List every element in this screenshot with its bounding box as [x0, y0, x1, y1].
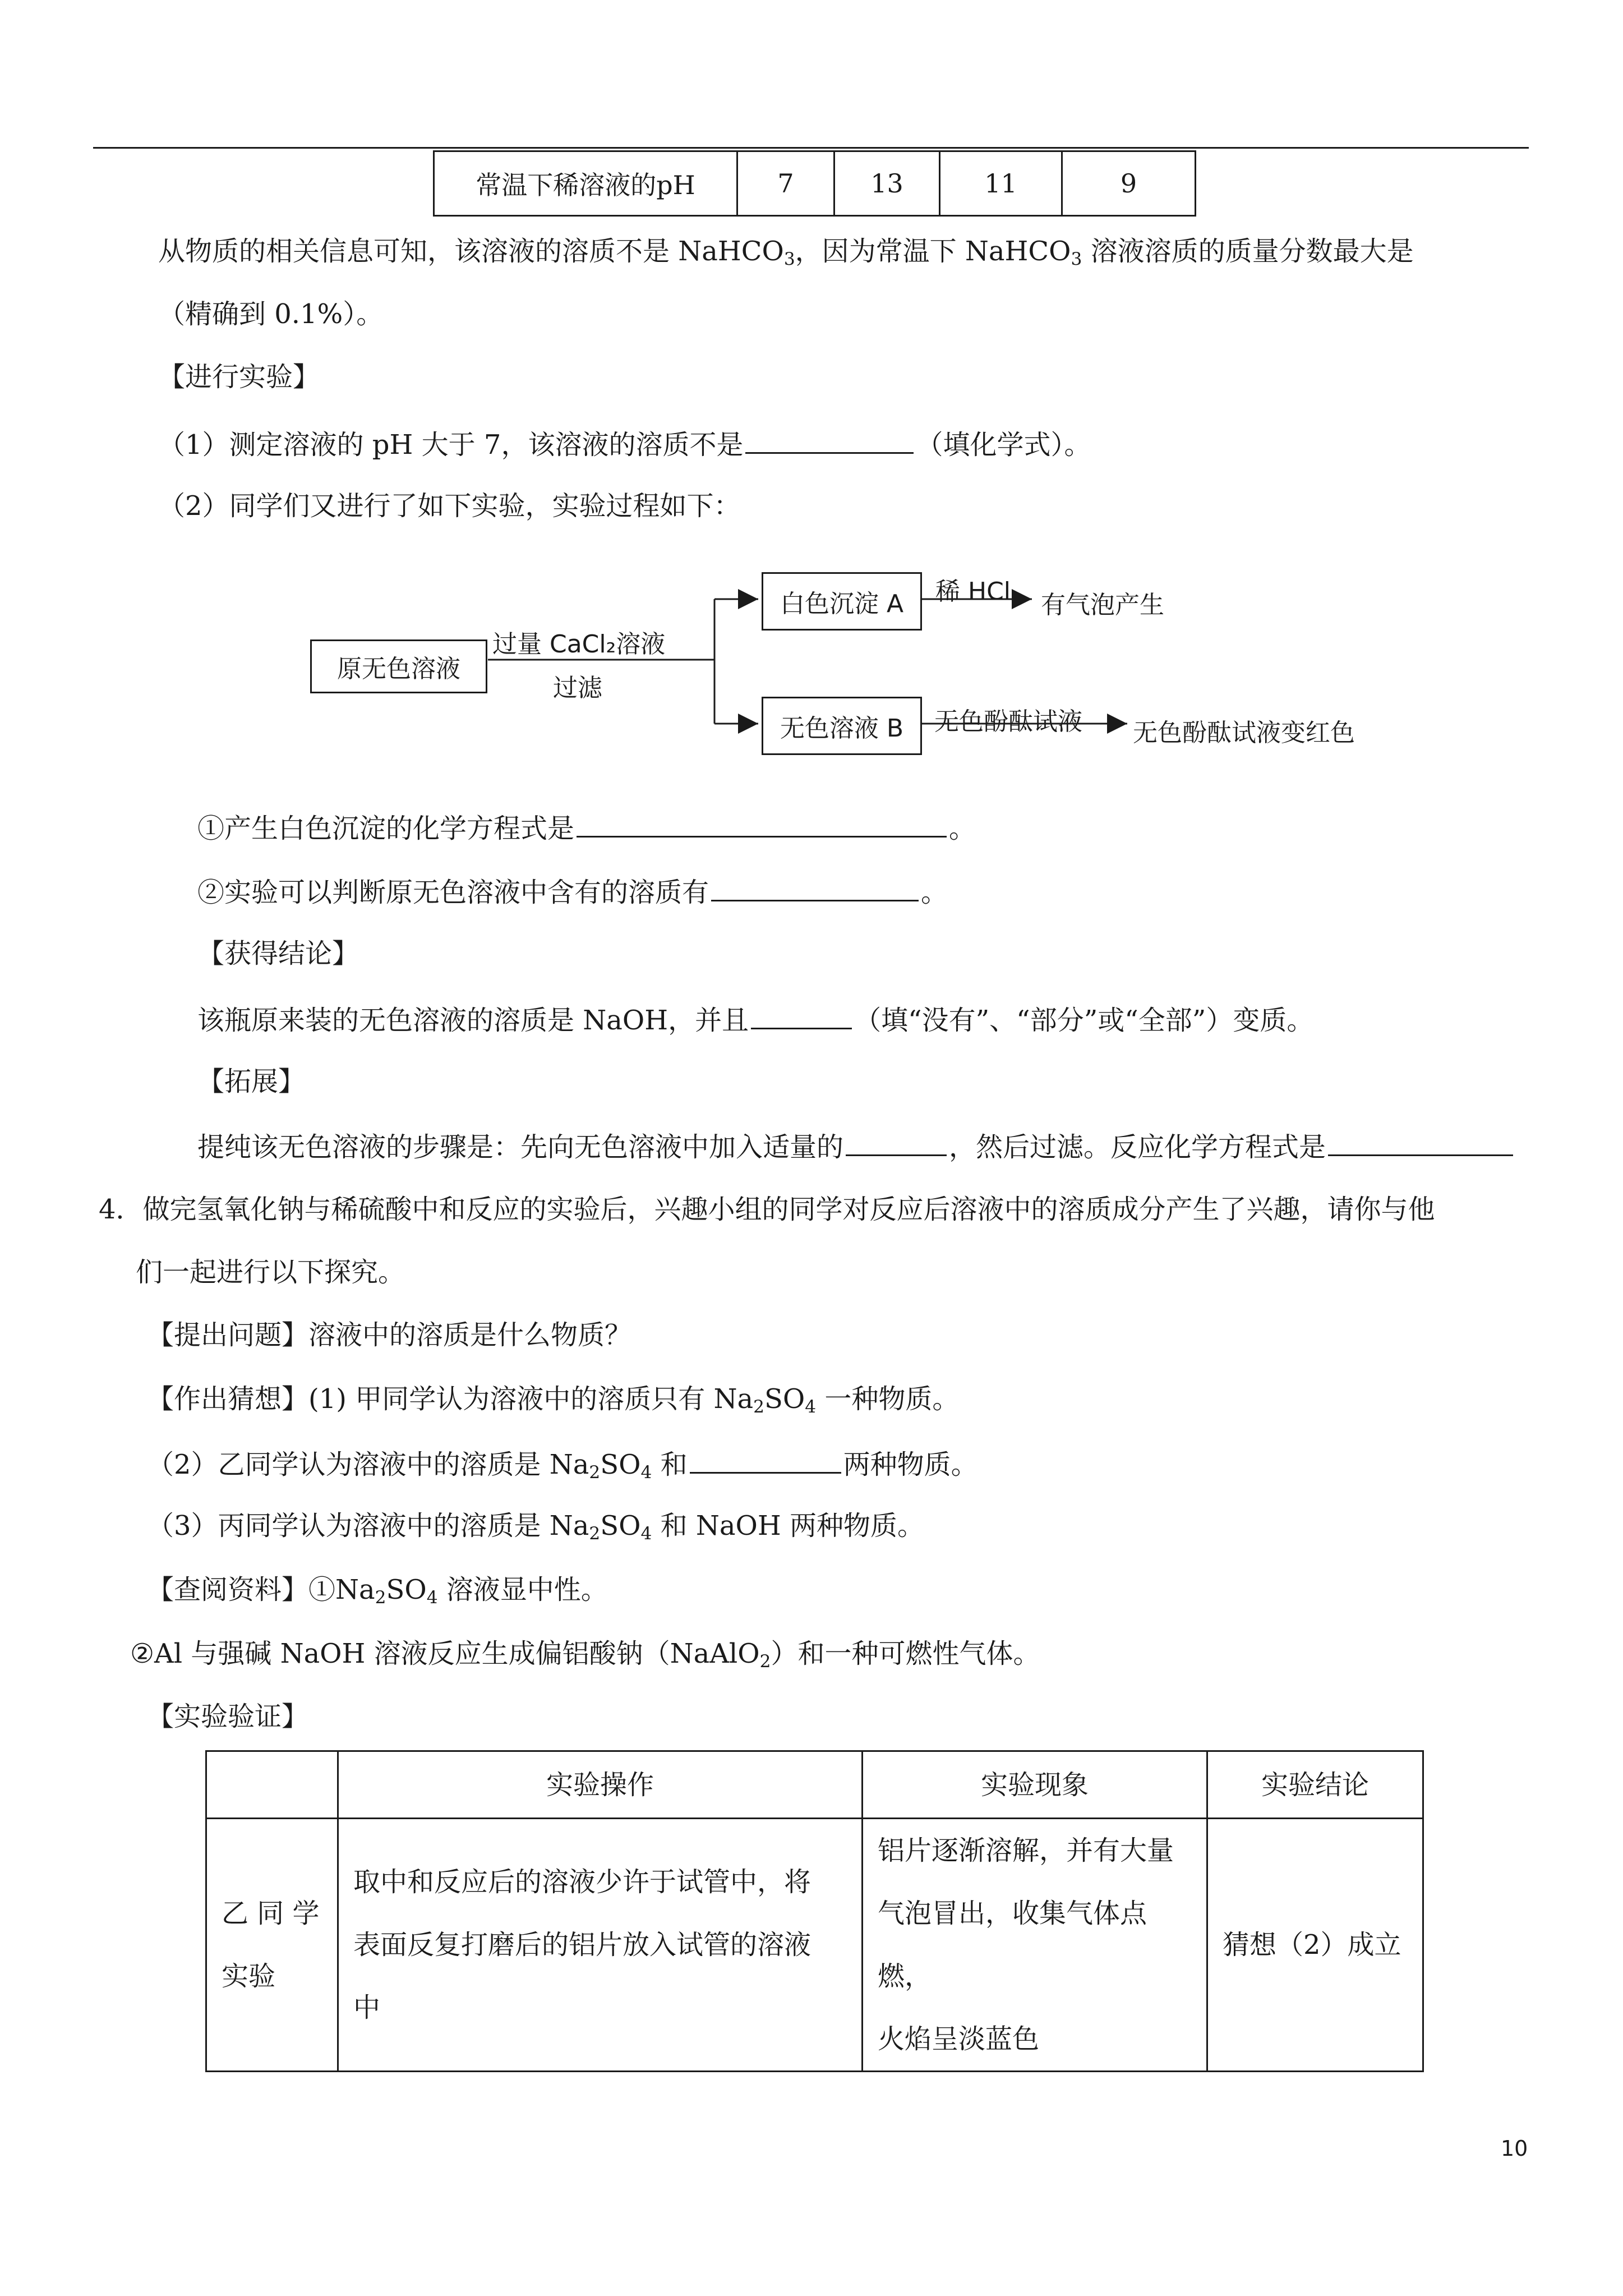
- answer-blank[interactable]: [577, 809, 947, 838]
- table-row-label: 乙 同 学 实验: [206, 1819, 338, 2072]
- result-b: 无色酚酞试液变红色: [1133, 719, 1355, 747]
- text-line: （3）丙同学认为溶液中的溶质是 $Na_2SO_4$ 和 NaOH 两种物质。: [147, 1510, 924, 1544]
- experiment-table: [205, 1750, 1424, 2072]
- text-line: 【查阅资料】$①Na_2SO_4$ 溶液显中性。: [147, 1574, 608, 1608]
- text-line: 【作出猜想】(1) 甲同学认为溶液中的溶质只有 $Na_2SO_4$ 一种物质。: [147, 1383, 960, 1417]
- table-header: 实验结论: [1207, 1751, 1423, 1819]
- filter-label: 过滤: [553, 674, 602, 702]
- answer-blank[interactable]: [745, 425, 914, 454]
- ph-table-label: 常温下稀溶液的pH: [434, 151, 737, 216]
- operation-cell: 取中和反应后的溶液少许于试管中，将 表面反复打磨后的铝片放入试管的溶液 中: [338, 1819, 863, 2072]
- text-line: ②实验可以判断原无色溶液中含有的溶质有 。: [197, 873, 948, 909]
- answer-blank[interactable]: [751, 1001, 852, 1029]
- section-heading: 【实验验证】: [147, 1701, 309, 1732]
- ph-value: 11: [940, 151, 1062, 216]
- table-header: 实验现象: [863, 1751, 1207, 1819]
- text-line: 【提出问题】溶液中的溶质是什么物质？: [147, 1319, 632, 1351]
- text-line: 从物质的相关信息可知，该溶液的溶质不是 NaHCO$_3$，因为常温下 NaHCO$_3$ 溶液溶质的质量分数最大是: [158, 236, 1414, 269]
- answer-blank[interactable]: [711, 873, 919, 901]
- text-line: （精确到 0.1%）。: [158, 298, 384, 330]
- phenomenon-cell: 铝片逐渐溶解，并有大量 气泡冒出，收集气体点燃， 火焰呈淡蓝色: [863, 1819, 1207, 2072]
- text-line: 4．做完氢氧化钠与稀硫酸中和反应的实验后，兴趣小组的同学对反应后溶液中的溶质成分产生了兴趣，请你与他: [99, 1194, 1435, 1225]
- phenolphthalein-label: 无色酚酞试液: [934, 707, 1082, 736]
- table-header: [206, 1751, 338, 1819]
- ph-table: [433, 150, 1196, 217]
- ph-value: 9: [1062, 151, 1196, 216]
- table-header: 实验操作: [338, 1751, 863, 1819]
- hcl-label: 稀 HCl: [935, 577, 1011, 606]
- section-heading: 【获得结论】: [197, 938, 359, 969]
- answer-blank[interactable]: [690, 1445, 841, 1474]
- solution-b-box: 无色溶液 B: [762, 697, 922, 755]
- page-number: 10: [1501, 2136, 1528, 2161]
- result-a: 有气泡产生: [1041, 591, 1164, 619]
- ph-value: 7: [737, 151, 834, 216]
- section-heading: 【拓展】: [197, 1066, 306, 1097]
- answer-blank[interactable]: [1328, 1128, 1513, 1156]
- reagent-label: 过量 CaCl₂溶液: [492, 630, 666, 659]
- start-solution-box: 原无色溶液: [310, 639, 487, 693]
- conclusion-cell: 猜想（2）成立: [1207, 1819, 1423, 2072]
- text-line: 们一起进行以下探究。: [136, 1257, 405, 1288]
- text-line: 提纯该无色溶液的步骤是：先向无色溶液中加入适量的 ，然后过滤。反应化学方程式是: [197, 1128, 1515, 1164]
- text-line: ②Al 与强碱 NaOH 溶液反应生成偏铝酸钠（NaAlO$_2$）和一种可燃性气体。: [130, 1638, 1040, 1672]
- text-line: （2）同学们又进行了如下实验，实验过程如下：: [158, 490, 741, 522]
- text-line: ①产生白色沉淀的化学方程式是 。: [197, 809, 976, 845]
- ph-value: 13: [834, 151, 940, 216]
- text-line: （2）乙同学认为溶液中的溶质是 $Na_2SO_4$ 和 两种物质。: [147, 1445, 978, 1481]
- text-line: 该瓶原来装的无色溶液的溶质是 NaOH，并且 （填“没有”、“部分”或“全部”）变质。: [197, 1001, 1313, 1037]
- header-rule: [93, 147, 1529, 149]
- answer-blank[interactable]: [846, 1128, 947, 1156]
- precipitate-a-box: 白色沉淀 A: [762, 572, 922, 631]
- section-heading: 【进行实验】: [158, 361, 320, 393]
- text-line: （1）测定溶液的 pH 大于 7，该溶液的溶质不是 （填化学式）。: [158, 425, 1091, 462]
